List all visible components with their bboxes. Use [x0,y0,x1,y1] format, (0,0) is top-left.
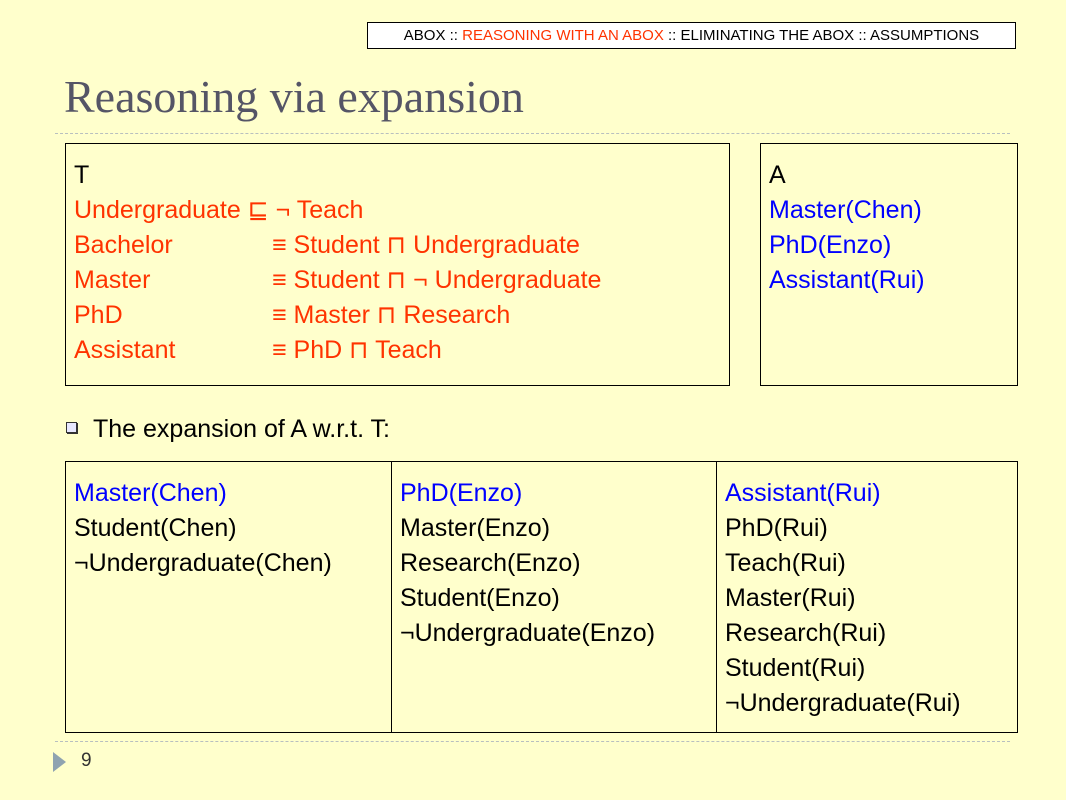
triangle-bullet-icon [53,752,66,772]
tbox-axiom [74,263,729,298]
axiom-lhs: Undergraduate ⊑ ¬ Teach [74,196,364,224]
tbox-panel [65,143,730,386]
tbox-axiom [74,298,729,333]
tbox-axiom [74,333,729,368]
expansion-item: PhD(Rui) [725,514,828,542]
axiom-rhs: ≡ Student ⊓ ¬ Undergraduate [272,266,602,294]
axiom-lhs: PhD [74,301,123,329]
expansion-item: Research(Enzo) [400,549,581,577]
bullet-text: The expansion of A w.r.t. T: [93,415,390,443]
bullet-item [66,415,390,444]
expansion-head: PhD(Enzo) [400,479,523,507]
expansion-item: Teach(Rui) [725,549,846,577]
tbox-axiom [74,193,729,228]
abox-assertion: Master(Chen) [769,196,922,224]
axiom-lhs: Bachelor [74,231,173,259]
expansion-item: Master(Rui) [725,584,856,612]
expansion-head: Master(Chen) [74,479,227,507]
axiom-lhs: Assistant [74,336,176,364]
expansion-item: ¬Undergraduate(Rui) [725,689,961,717]
expansion-head: Assistant(Rui) [725,479,881,507]
expansion-item: Student(Enzo) [400,584,560,612]
breadcrumb-part-2: :: ELIMINATING THE ABOX :: ASSUMPTIONS [663,27,980,44]
axiom-rhs: ≡ Student ⊓ Undergraduate [272,231,580,259]
slide-title: Reasoning via expansion [64,71,524,122]
abox-panel [760,143,1018,386]
tbox-axiom [74,228,729,263]
axiom-rhs: ≡ PhD ⊓ Teach [272,336,442,364]
title-divider [55,133,1010,134]
axiom-lhs: Master [74,266,151,294]
expansion-item: Student(Chen) [74,514,237,542]
expansion-item: ¬Undergraduate(Chen) [74,549,332,577]
expansion-table [65,461,1018,733]
expansion-item: Research(Rui) [725,619,887,647]
expansion-column [716,462,1017,732]
expansion-column [66,462,391,732]
page-number: 9 [81,750,92,771]
abox-assertion: PhD(Enzo) [769,231,892,259]
expansion-column [391,462,716,732]
square-bullet-icon [66,422,77,433]
footer-divider [55,741,1010,742]
axiom-rhs: ≡ Master ⊓ Research [272,301,511,329]
breadcrumb [367,22,1016,49]
expansion-item: Master(Enzo) [400,514,551,542]
breadcrumb-current: REASONING WITH AN ABOX [462,27,664,44]
breadcrumb-part-1: ABOX :: [403,27,463,44]
abox-assertion: Assistant(Rui) [769,266,925,294]
expansion-item: ¬Undergraduate(Enzo) [400,619,656,647]
abox-heading: A [769,161,786,189]
tbox-heading: T [74,161,90,189]
expansion-item: Student(Rui) [725,654,866,682]
